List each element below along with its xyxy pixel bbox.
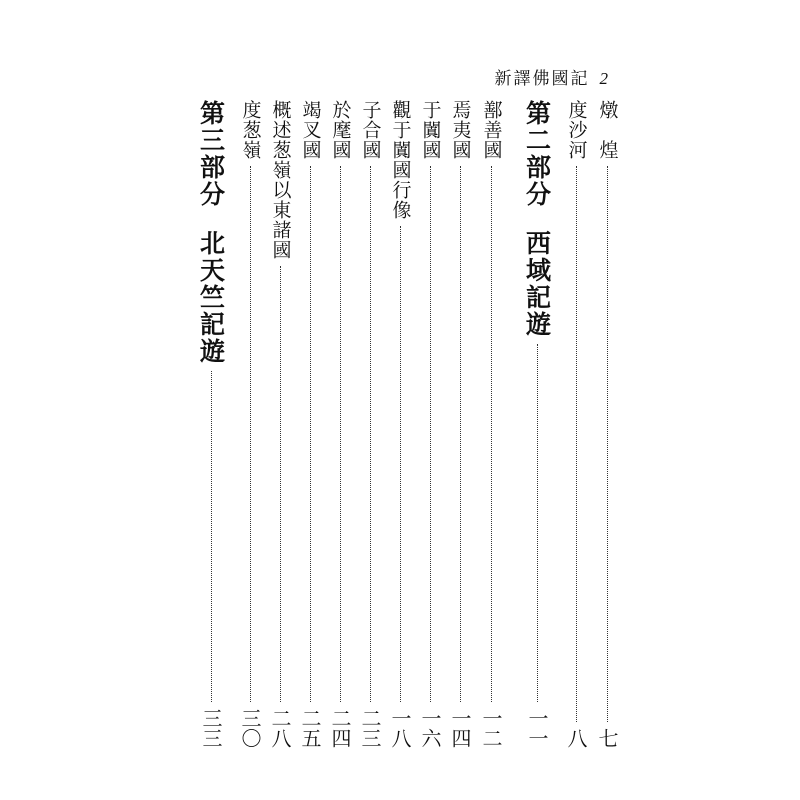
toc-entry-page: 一四 bbox=[448, 708, 472, 748]
toc-entry[interactable] bbox=[447, 100, 473, 748]
toc-entry-page: 一八 bbox=[388, 708, 412, 748]
toc-entry-title: 竭叉國 bbox=[299, 100, 322, 160]
toc-entry[interactable] bbox=[327, 100, 353, 748]
dot-leader bbox=[607, 166, 608, 722]
toc-entry-title: 概述葱嶺以東諸國 bbox=[269, 100, 292, 260]
toc-entry-page: 一六 bbox=[418, 708, 442, 748]
toc-entry-title: 於麾國 bbox=[329, 100, 352, 160]
dot-leader bbox=[491, 166, 492, 702]
toc-part-title bbox=[196, 100, 226, 365]
part-name: 北天竺記遊 bbox=[196, 230, 226, 365]
toc-entry-title: 焉夷國 bbox=[449, 100, 472, 160]
toc-part-title bbox=[522, 100, 552, 338]
toc-entry-page: 三三 bbox=[199, 708, 223, 748]
toc-entry-page: 一二 bbox=[479, 708, 503, 748]
toc-entry[interactable] bbox=[267, 100, 293, 748]
dot-leader bbox=[400, 226, 401, 702]
dot-leader bbox=[537, 344, 538, 702]
running-header bbox=[495, 64, 611, 89]
toc-entry[interactable] bbox=[478, 100, 504, 748]
toc-entry[interactable] bbox=[297, 100, 323, 748]
dot-leader bbox=[310, 166, 311, 702]
toc-entry[interactable] bbox=[563, 100, 589, 748]
toc-entry-title: 度沙河 bbox=[565, 100, 588, 160]
toc-entry[interactable] bbox=[417, 100, 443, 748]
toc-entry[interactable] bbox=[387, 100, 413, 748]
part-number: 第二部分 bbox=[522, 100, 552, 208]
toc-entry-title: 度葱嶺 bbox=[239, 100, 262, 160]
toc-entry-page: 二八 bbox=[268, 708, 292, 748]
toc-entry-page: 一一 bbox=[525, 708, 549, 748]
toc-entry-title: 鄯善國 bbox=[480, 100, 503, 160]
part-name: 西域記遊 bbox=[522, 230, 552, 338]
toc-entry-page: 二三 bbox=[358, 708, 382, 748]
dot-leader bbox=[430, 166, 431, 702]
toc-entry-page: 三〇 bbox=[238, 708, 262, 748]
toc-entry-title: 于闐國 bbox=[419, 100, 442, 160]
book-title: 新譯佛國記 bbox=[494, 69, 590, 89]
toc-entry-title: 燉 煌 bbox=[596, 100, 619, 160]
dot-leader bbox=[370, 166, 371, 702]
toc-entry-title: 子合國 bbox=[359, 100, 382, 160]
dot-leader bbox=[340, 166, 341, 702]
dot-leader bbox=[211, 371, 212, 702]
toc-entry-page: 二四 bbox=[328, 708, 352, 748]
dot-leader bbox=[280, 266, 281, 702]
dot-leader bbox=[460, 166, 461, 702]
toc-entry[interactable] bbox=[594, 100, 620, 748]
toc-entry[interactable] bbox=[357, 100, 383, 748]
part-number: 第三部分 bbox=[196, 100, 226, 208]
toc-entry-page: 二五 bbox=[298, 708, 322, 748]
toc-entry-page: 八 bbox=[564, 728, 588, 748]
toc-entry-page: 七 bbox=[595, 728, 619, 748]
dot-leader bbox=[576, 166, 577, 722]
toc-part-heading[interactable] bbox=[194, 100, 228, 748]
page-number: 2 bbox=[599, 69, 610, 88]
toc-entry[interactable] bbox=[237, 100, 263, 748]
toc-entry-title: 觀于闐國行像 bbox=[389, 100, 412, 220]
toc-part-heading[interactable] bbox=[520, 100, 554, 748]
dot-leader bbox=[250, 166, 251, 702]
